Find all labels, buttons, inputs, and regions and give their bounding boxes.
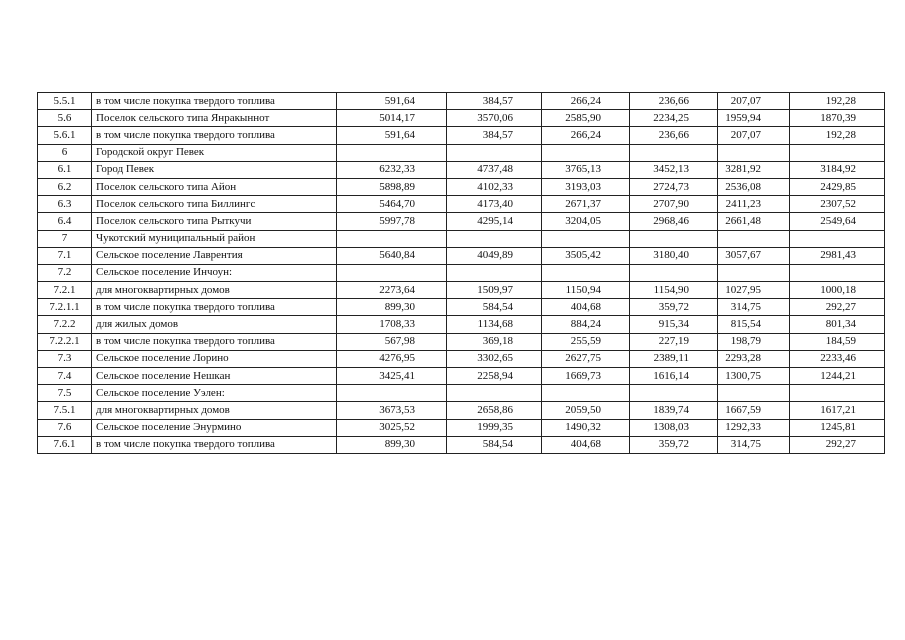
row-number: 7.3 [38, 350, 92, 367]
value-cell [718, 264, 790, 281]
value-cell: 359,72 [630, 436, 718, 453]
row-name: Поселок сельского типа Биллингс [92, 196, 337, 213]
table-row [38, 213, 885, 230]
value-cell: 266,24 [542, 93, 630, 110]
row-name: Сельское поселение Инчоун: [92, 264, 337, 281]
row-name: для многоквартирных домов [92, 402, 337, 419]
table-row [38, 230, 885, 247]
row-number: 5.6.1 [38, 127, 92, 144]
value-cell [447, 264, 542, 281]
value-cell: 3204,05 [542, 213, 630, 230]
value-cell [542, 264, 630, 281]
row-number: 7.1 [38, 247, 92, 264]
value-cell: 3025,52 [337, 419, 447, 436]
row-name: для жилых домов [92, 316, 337, 333]
value-cell: 2707,90 [630, 196, 718, 213]
value-cell: 2273,64 [337, 282, 447, 299]
row-name: Поселок сельского типа Янракыннот [92, 110, 337, 127]
value-cell: 2661,48 [718, 213, 790, 230]
value-cell: 591,64 [337, 127, 447, 144]
value-cell [542, 230, 630, 247]
value-cell: 184,59 [790, 333, 885, 350]
value-cell: 207,07 [718, 93, 790, 110]
row-number: 7.4 [38, 368, 92, 385]
table-row [38, 368, 885, 385]
table-body [38, 93, 885, 454]
value-cell: 2658,86 [447, 402, 542, 419]
value-cell: 567,98 [337, 333, 447, 350]
row-name: в том числе покупка твердого топлива [92, 127, 337, 144]
value-cell: 1616,14 [630, 368, 718, 385]
value-cell: 4737,48 [447, 161, 542, 178]
value-cell: 5997,78 [337, 213, 447, 230]
value-cell [630, 264, 718, 281]
row-number: 7.6.1 [38, 436, 92, 453]
value-cell: 404,68 [542, 436, 630, 453]
value-cell: 2627,75 [542, 350, 630, 367]
table-row [38, 144, 885, 161]
row-number: 7.2.2 [38, 316, 92, 333]
table-row [38, 350, 885, 367]
value-cell: 3505,42 [542, 247, 630, 264]
value-cell: 314,75 [718, 436, 790, 453]
value-cell: 5640,84 [337, 247, 447, 264]
value-cell: 1134,68 [447, 316, 542, 333]
row-number: 7.5 [38, 385, 92, 402]
value-cell: 584,54 [447, 299, 542, 316]
value-cell [337, 230, 447, 247]
value-cell [337, 144, 447, 161]
value-cell [630, 230, 718, 247]
table-row [38, 419, 885, 436]
value-cell: 255,59 [542, 333, 630, 350]
value-cell: 1154,90 [630, 282, 718, 299]
value-cell: 236,66 [630, 127, 718, 144]
value-cell: 292,27 [790, 436, 885, 453]
value-cell: 384,57 [447, 127, 542, 144]
value-cell: 292,27 [790, 299, 885, 316]
value-cell: 2429,85 [790, 178, 885, 195]
value-cell: 4102,33 [447, 178, 542, 195]
table-row [38, 264, 885, 281]
value-cell: 2293,28 [718, 350, 790, 367]
value-cell: 3193,03 [542, 178, 630, 195]
table-row [38, 333, 885, 350]
value-cell [790, 144, 885, 161]
value-cell [447, 144, 542, 161]
row-name: в том числе покупка твердого топлива [92, 93, 337, 110]
value-cell [790, 230, 885, 247]
value-cell: 1027,95 [718, 282, 790, 299]
row-number: 6 [38, 144, 92, 161]
row-name: в том числе покупка твердого топлива [92, 299, 337, 316]
value-cell: 198,79 [718, 333, 790, 350]
value-cell [630, 144, 718, 161]
value-cell: 1490,32 [542, 419, 630, 436]
value-cell: 404,68 [542, 299, 630, 316]
value-cell: 3057,67 [718, 247, 790, 264]
table-row [38, 299, 885, 316]
data-table [37, 92, 885, 454]
value-cell [447, 385, 542, 402]
value-cell: 4173,40 [447, 196, 542, 213]
value-cell: 2233,46 [790, 350, 885, 367]
value-cell: 801,34 [790, 316, 885, 333]
row-number: 5.5.1 [38, 93, 92, 110]
value-cell: 1959,94 [718, 110, 790, 127]
value-cell: 3281,92 [718, 161, 790, 178]
row-name: Чукотский муниципальный район [92, 230, 337, 247]
value-cell: 384,57 [447, 93, 542, 110]
row-number: 7.2.2.1 [38, 333, 92, 350]
value-cell: 1999,35 [447, 419, 542, 436]
table-row [38, 282, 885, 299]
value-cell: 1245,81 [790, 419, 885, 436]
value-cell [718, 144, 790, 161]
value-cell: 5898,89 [337, 178, 447, 195]
value-cell: 2258,94 [447, 368, 542, 385]
row-name: в том числе покупка твердого топлива [92, 436, 337, 453]
value-cell: 4276,95 [337, 350, 447, 367]
value-cell: 6232,33 [337, 161, 447, 178]
value-cell: 1667,59 [718, 402, 790, 419]
value-cell: 2981,43 [790, 247, 885, 264]
table-row [38, 402, 885, 419]
row-name: Сельское поселение Энурмино [92, 419, 337, 436]
row-number: 6.2 [38, 178, 92, 195]
row-name: Поселок сельского типа Рыткучи [92, 213, 337, 230]
value-cell: 227,19 [630, 333, 718, 350]
row-number: 7.6 [38, 419, 92, 436]
value-cell: 1300,75 [718, 368, 790, 385]
value-cell [542, 144, 630, 161]
value-cell: 3302,65 [447, 350, 542, 367]
value-cell: 192,28 [790, 93, 885, 110]
value-cell: 2585,90 [542, 110, 630, 127]
table-row [38, 127, 885, 144]
row-number: 6.4 [38, 213, 92, 230]
row-name: для многоквартирных домов [92, 282, 337, 299]
table-row [38, 247, 885, 264]
value-cell: 1509,97 [447, 282, 542, 299]
value-cell: 266,24 [542, 127, 630, 144]
value-cell: 1708,33 [337, 316, 447, 333]
value-cell: 369,18 [447, 333, 542, 350]
value-cell [790, 264, 885, 281]
value-cell: 3452,13 [630, 161, 718, 178]
value-cell: 4295,14 [447, 213, 542, 230]
value-cell: 314,75 [718, 299, 790, 316]
table-row [38, 316, 885, 333]
value-cell: 2724,73 [630, 178, 718, 195]
table-row [38, 93, 885, 110]
row-number: 7 [38, 230, 92, 247]
row-name: Сельское поселение Лорино [92, 350, 337, 367]
value-cell: 2411,23 [718, 196, 790, 213]
value-cell: 5464,70 [337, 196, 447, 213]
value-cell: 2968,46 [630, 213, 718, 230]
row-number: 7.2 [38, 264, 92, 281]
value-cell: 2549,64 [790, 213, 885, 230]
value-cell: 1617,21 [790, 402, 885, 419]
value-cell: 207,07 [718, 127, 790, 144]
value-cell: 3570,06 [447, 110, 542, 127]
table-row [38, 178, 885, 195]
table-row [38, 385, 885, 402]
table-row [38, 196, 885, 213]
value-cell: 3180,40 [630, 247, 718, 264]
value-cell: 3425,41 [337, 368, 447, 385]
value-cell: 815,54 [718, 316, 790, 333]
value-cell [718, 230, 790, 247]
value-cell [337, 385, 447, 402]
value-cell: 884,24 [542, 316, 630, 333]
row-name: Поселок сельского типа Айон [92, 178, 337, 195]
value-cell: 2389,11 [630, 350, 718, 367]
value-cell: 1839,74 [630, 402, 718, 419]
row-number: 7.2.1 [38, 282, 92, 299]
value-cell: 1669,73 [542, 368, 630, 385]
value-cell [790, 385, 885, 402]
table-row [38, 436, 885, 453]
value-cell [542, 385, 630, 402]
value-cell: 359,72 [630, 299, 718, 316]
value-cell: 236,66 [630, 93, 718, 110]
value-cell: 2059,50 [542, 402, 630, 419]
value-cell: 1308,03 [630, 419, 718, 436]
value-cell: 899,30 [337, 436, 447, 453]
row-number: 6.1 [38, 161, 92, 178]
value-cell [718, 385, 790, 402]
value-cell [447, 230, 542, 247]
value-cell: 591,64 [337, 93, 447, 110]
table-row [38, 161, 885, 178]
row-name: Городской округ Певек [92, 144, 337, 161]
value-cell: 1150,94 [542, 282, 630, 299]
row-number: 7.2.1.1 [38, 299, 92, 316]
value-cell: 4049,89 [447, 247, 542, 264]
value-cell: 5014,17 [337, 110, 447, 127]
value-cell: 1000,18 [790, 282, 885, 299]
row-number: 7.5.1 [38, 402, 92, 419]
row-name: Сельское поселение Нешкан [92, 368, 337, 385]
row-name: Город Певек [92, 161, 337, 178]
value-cell: 899,30 [337, 299, 447, 316]
row-name: Сельское поселение Лаврентия [92, 247, 337, 264]
value-cell: 2536,08 [718, 178, 790, 195]
row-name: Сельское поселение Уэлен: [92, 385, 337, 402]
table-row [38, 110, 885, 127]
row-number: 5.6 [38, 110, 92, 127]
row-number: 6.3 [38, 196, 92, 213]
value-cell: 192,28 [790, 127, 885, 144]
value-cell: 2671,37 [542, 196, 630, 213]
value-cell: 3184,92 [790, 161, 885, 178]
value-cell: 2307,52 [790, 196, 885, 213]
value-cell: 1292,33 [718, 419, 790, 436]
value-cell: 1870,39 [790, 110, 885, 127]
value-cell [630, 385, 718, 402]
value-cell: 1244,21 [790, 368, 885, 385]
value-cell: 584,54 [447, 436, 542, 453]
value-cell [337, 264, 447, 281]
row-name: в том числе покупка твердого топлива [92, 333, 337, 350]
value-cell: 3673,53 [337, 402, 447, 419]
value-cell: 2234,25 [630, 110, 718, 127]
value-cell: 915,34 [630, 316, 718, 333]
value-cell: 3765,13 [542, 161, 630, 178]
